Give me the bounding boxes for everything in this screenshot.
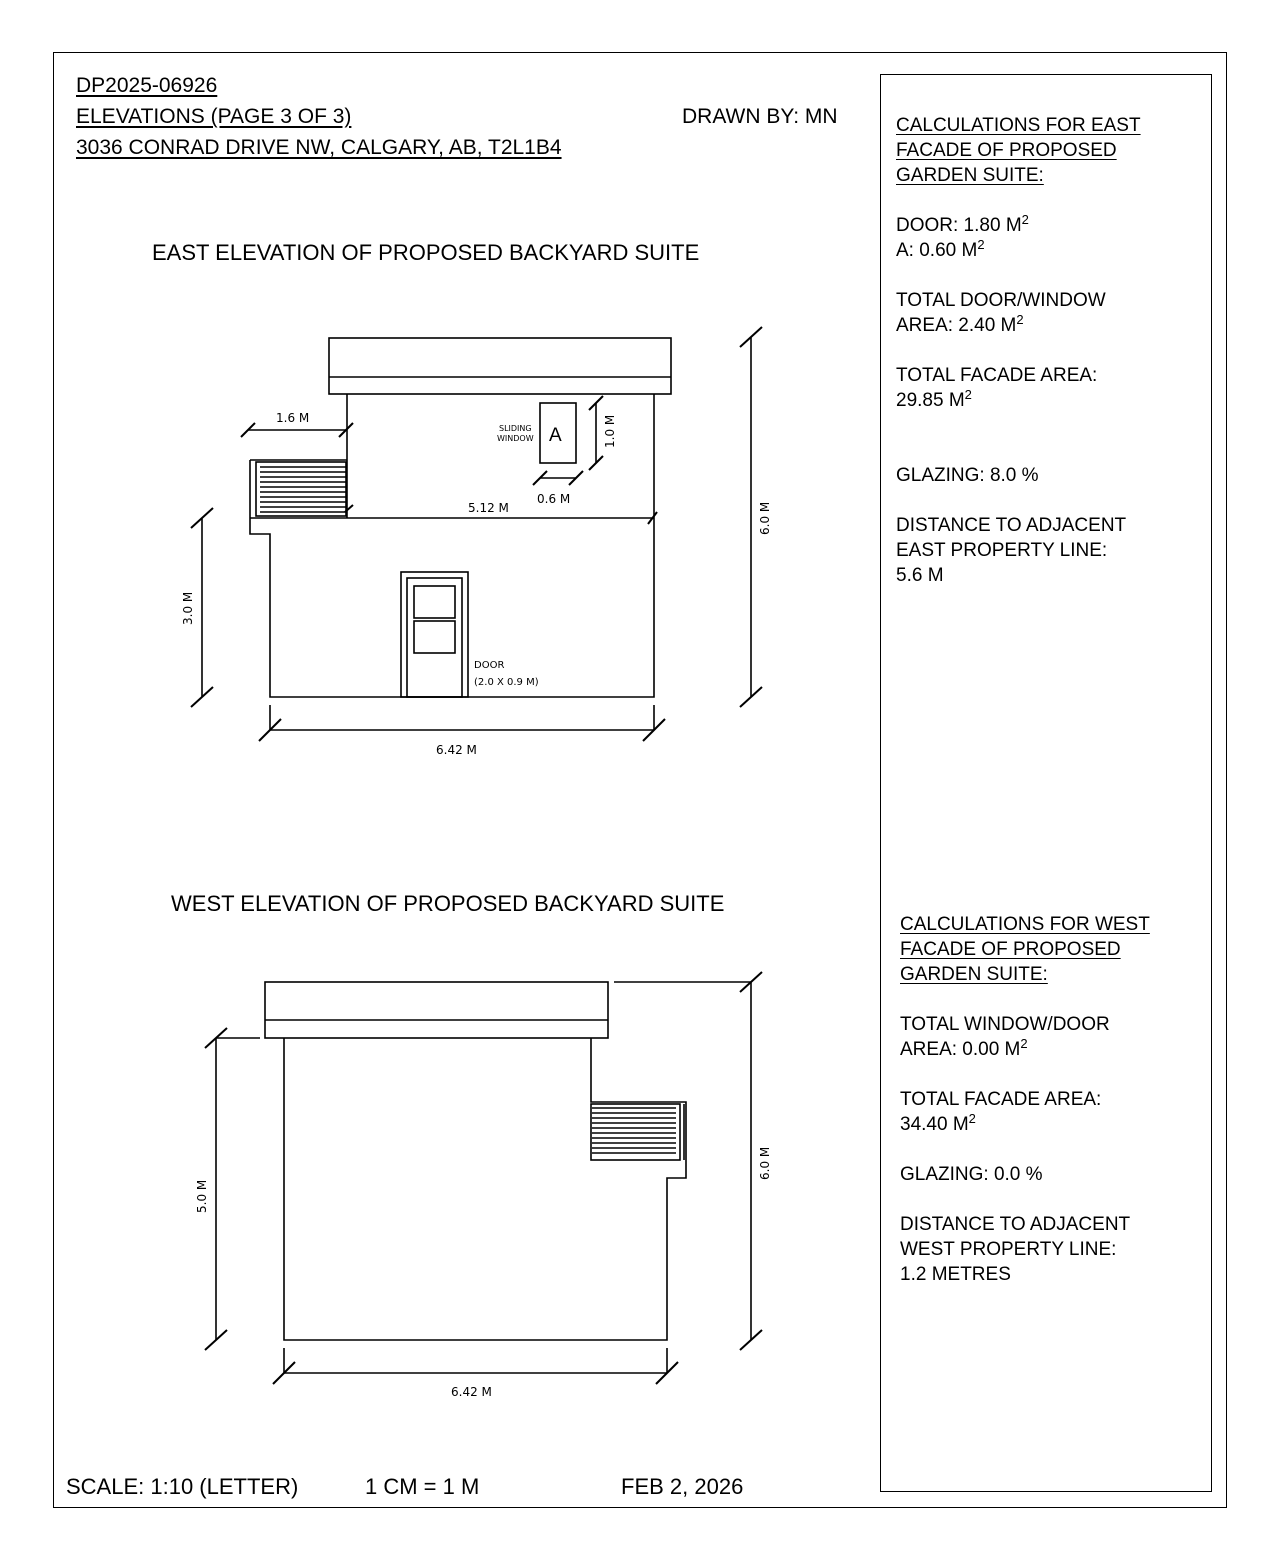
drawing-date: FEB 2, 2026 xyxy=(621,1474,744,1499)
east-window-a-area: A: 0.60 M xyxy=(896,240,978,261)
dim-east-total-width: 6.42 M xyxy=(436,743,477,757)
dim-east-lower-height: 3.0 M xyxy=(181,591,195,625)
west-total-wd-area: AREA: 0.00 M xyxy=(900,1039,1021,1060)
west-elevation-drawing xyxy=(205,972,762,1384)
page-title: ELEVATIONS (PAGE 3 OF 3) xyxy=(76,105,352,128)
dim-west-total-width: 6.42 M xyxy=(451,1385,492,1399)
dim-west-total-height: 6.0 M xyxy=(758,1146,772,1180)
dim-stair-width: 1.6 M xyxy=(276,411,310,425)
west-calculations: CALCULATIONS FOR WEST FACADE OF PROPOSED GARDEN SUITE: TOTAL WINDOW/DOOR AREA: 0.00 $M^2$ TOTAL FACADE AREA: 34.40 $M^2$ GLAZING: 0.0 % DISTANCE TO ADJACENT WEST PROPERTY LINE: 1.2 METRES xyxy=(900,914,1150,1285)
east-elevation-heading: EAST ELEVATION OF PROPOSED BACKYARD SUITE xyxy=(152,240,700,265)
dim-window-height: 1.0 M xyxy=(603,414,617,448)
drawn-by: DRAWN BY: MN xyxy=(682,105,838,128)
east-total-dw-area: AREA: 2.40 M xyxy=(896,315,1017,336)
east-door-area: DOOR: 1.80 M xyxy=(896,215,1022,236)
west-facade-area: 34.40 M xyxy=(900,1114,969,1135)
window-a-tag: A xyxy=(549,425,562,446)
window-label-sliding: SLIDING xyxy=(499,424,532,433)
east-stair-rail xyxy=(256,462,346,516)
dim-upper-width: 5.12 M xyxy=(468,501,509,515)
scale-ratio: 1 CM = 1 M xyxy=(365,1474,480,1499)
west-stair-hatch xyxy=(592,1108,676,1153)
west-distance: 1.2 METRES xyxy=(900,1264,1011,1285)
project-number: DP2025-06926 xyxy=(76,74,218,97)
window-label-window: WINDOW xyxy=(497,434,534,443)
west-roof-fascia xyxy=(265,982,608,1038)
east-door xyxy=(401,572,468,697)
scale-note: SCALE: 1:10 (LETTER) xyxy=(66,1474,299,1499)
east-distance: 5.6 M xyxy=(896,565,944,586)
site-address: 3036 CONRAD DRIVE NW, CALGARY, AB, T2L1B4 xyxy=(76,136,562,159)
west-elevation-heading: WEST ELEVATION OF PROPOSED BACKYARD SUITE xyxy=(171,891,725,916)
east-roof-fascia xyxy=(329,338,671,394)
dim-west-wall-height: 5.0 M xyxy=(195,1179,209,1213)
east-glazing: GLAZING: 8.0 % xyxy=(896,465,1039,486)
east-calculations: CALCULATIONS FOR EAST FACADE OF PROPOSED GARDEN SUITE: DOOR: 1.80 $M^2$ A: 0.60 $M^2$ TOTAL DOOR/WINDOW AREA: 2.40 $M^2$ TOTAL FACADE AREA: 29.85 $M^2$ GLAZING: 8.0 % DISTANCE TO ADJACENT EAST PROPERTY LINE: 5.6 M xyxy=(896,115,1141,586)
dim-window-width: 0.6 M xyxy=(537,492,571,506)
east-facade-area: 29.85 M xyxy=(896,390,965,411)
door-size-label: (2.0 X 0.9 M) xyxy=(474,677,539,688)
door-label: DOOR xyxy=(474,660,505,671)
east-stair-hatch xyxy=(260,467,346,512)
west-wall xyxy=(284,1038,686,1340)
west-glazing: GLAZING: 0.0 % xyxy=(900,1164,1043,1185)
dim-east-total-height: 6.0 M xyxy=(758,501,772,535)
